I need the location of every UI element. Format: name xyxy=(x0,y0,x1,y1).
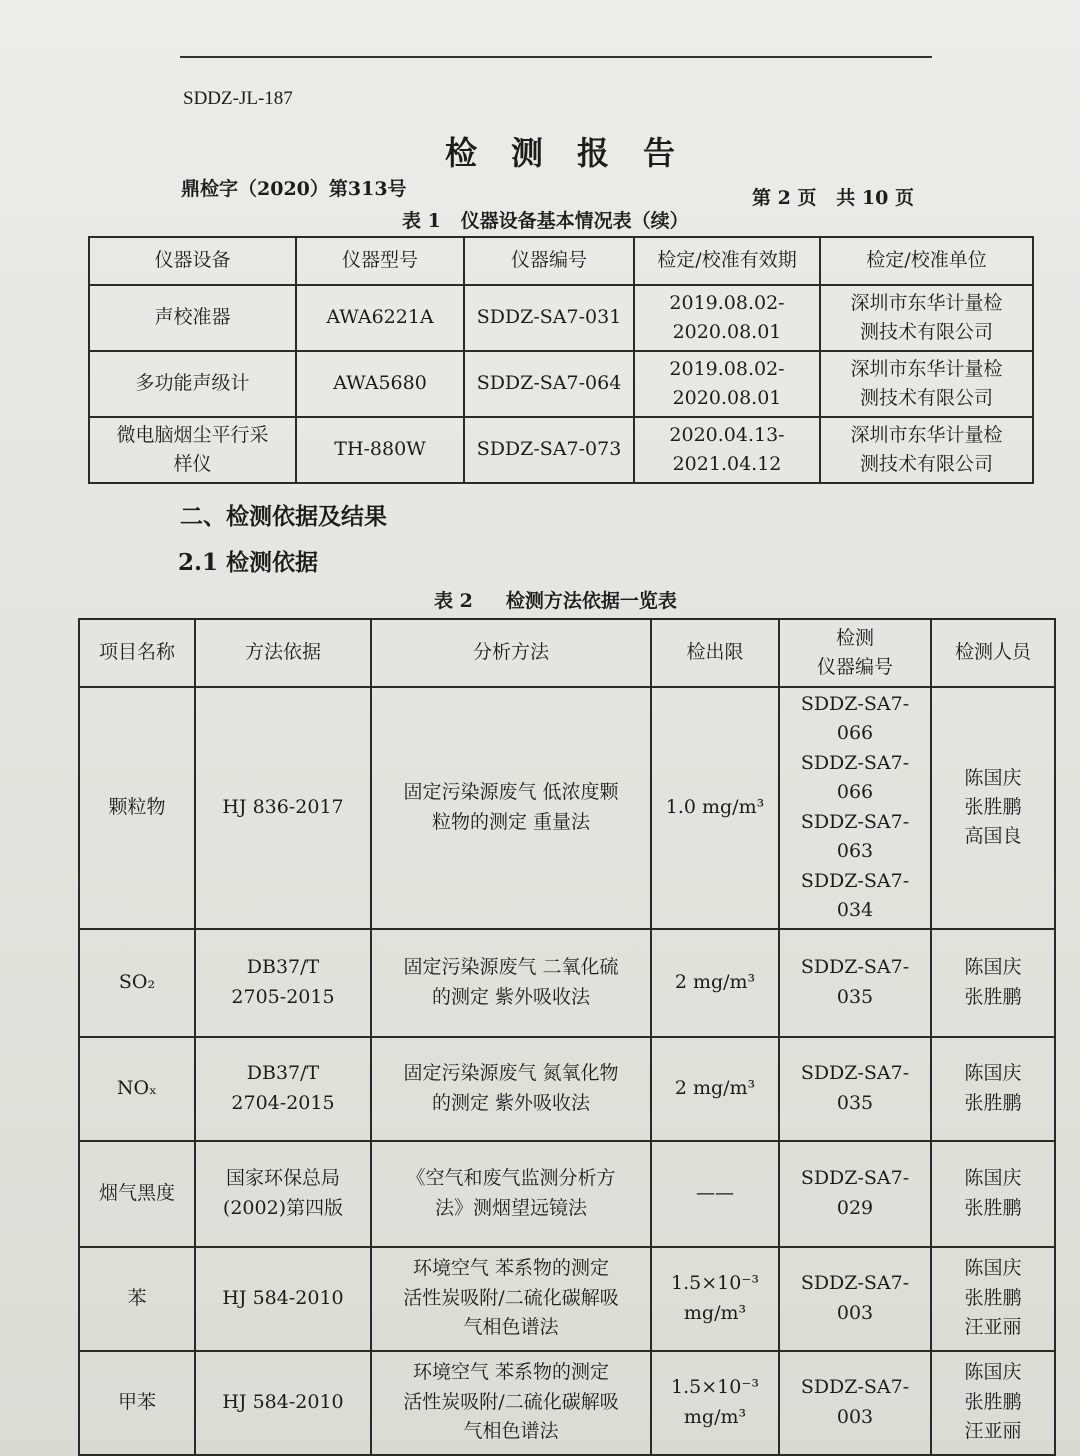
table-header-row xyxy=(79,619,1055,687)
limit-cell: —— xyxy=(651,1141,779,1247)
method-line: 粒物的测定 重量法 xyxy=(431,810,591,833)
basis-line: DB37/T xyxy=(246,956,320,979)
column-header: 分析方法 xyxy=(371,619,651,687)
instrument-id: SDDZ-SA7-034 xyxy=(800,869,910,922)
limit-cell xyxy=(651,1247,779,1351)
basis-line: (2002)第四版 xyxy=(222,1196,344,1219)
limit-cell: 1.0 mg/m³ xyxy=(651,687,779,929)
staff-cell xyxy=(931,929,1055,1037)
validity-cell xyxy=(634,417,820,483)
section-subheading: 2.1 检测依据 xyxy=(178,549,319,576)
column-header: 仪器型号 xyxy=(296,237,464,285)
column-header: 检定/校准单位 xyxy=(820,237,1033,285)
unit-line: 测技术有限公司 xyxy=(859,321,993,343)
instrument-cell: SDDZ-SA7-035 xyxy=(779,929,931,1037)
basis-line: 国家环保总局 xyxy=(225,1167,340,1190)
staff-name: 张胜鹏 xyxy=(964,1196,1022,1219)
table-row xyxy=(79,1037,1055,1141)
method-line: 的测定 紫外吸收法 xyxy=(431,1091,591,1114)
doc-number: 鼎检字（2020）第313号 xyxy=(181,178,407,200)
table-row xyxy=(89,417,1033,483)
table1-caption: 表 1 仪器设备基本情况表（续） xyxy=(402,210,689,232)
number-cell: SDDZ-SA7-073 xyxy=(464,417,634,483)
table-header-row xyxy=(89,237,1033,285)
calibration-unit-cell xyxy=(820,285,1033,351)
instrument-cell xyxy=(779,687,931,929)
header-rule xyxy=(180,56,932,58)
validity-cell xyxy=(634,285,820,351)
method-line: 《空气和废气监测分析方 xyxy=(406,1167,616,1190)
item-cell: 颗粒物 xyxy=(79,687,195,929)
staff-name: 张胜鹏 xyxy=(964,1091,1022,1114)
instrument-id: SDDZ-SA7-066 xyxy=(800,693,910,745)
column-header xyxy=(779,619,931,687)
basis-line: 2704-2015 xyxy=(231,1091,335,1114)
header-line: 检测 xyxy=(835,626,874,649)
model-cell: AWA6221A xyxy=(296,285,464,351)
basis-cell xyxy=(195,929,371,1037)
staff-name: 张胜鹏 xyxy=(964,796,1022,819)
column-header: 方法依据 xyxy=(195,619,371,687)
model-cell: AWA5680 xyxy=(296,351,464,417)
method-cell xyxy=(371,1037,651,1141)
table-row xyxy=(79,1247,1055,1351)
basis-line: 2705-2015 xyxy=(231,985,335,1008)
table-row xyxy=(79,929,1055,1037)
staff-cell xyxy=(931,1037,1055,1141)
item-cell: 烟气黑度 xyxy=(79,1141,195,1247)
table-row xyxy=(79,1141,1055,1247)
method-line: 固定污染源废气 氮氧化物 xyxy=(403,1062,619,1085)
staff-name: 陈国庆 xyxy=(964,1167,1022,1190)
column-header: 检测人员 xyxy=(931,619,1055,687)
device-line: 微电脑烟尘平行采 xyxy=(116,423,269,446)
valid-from: 2020.04.13- xyxy=(669,423,785,446)
limit-line: 1.5×10⁻³ xyxy=(671,1376,759,1399)
instrument-id: SDDZ-SA7-066 xyxy=(800,751,910,804)
section-heading: 二、检测依据及结果 xyxy=(180,503,387,530)
unit-line: 测技术有限公司 xyxy=(859,453,993,475)
method-line: 活性炭吸附/二硫化碳解吸 xyxy=(403,1390,619,1413)
basis-cell: HJ 584-2010 xyxy=(195,1247,371,1351)
staff-name: 汪亚丽 xyxy=(964,1420,1022,1443)
basis-cell xyxy=(195,1141,371,1247)
method-cell xyxy=(371,1247,651,1351)
item-cell: 甲苯 xyxy=(79,1351,195,1455)
method-line: 环境空气 苯系物的测定 xyxy=(412,1257,610,1280)
method-line: 固定污染源废气 低浓度颗 xyxy=(403,781,619,804)
item-cell: NOₓ xyxy=(79,1037,195,1141)
staff-cell xyxy=(931,1351,1055,1455)
basis-cell: HJ 836-2017 xyxy=(195,687,371,929)
equipment-table xyxy=(88,236,1034,484)
method-cell xyxy=(371,1351,651,1455)
valid-from: 2019.08.02- xyxy=(669,291,785,314)
staff-name: 张胜鹏 xyxy=(964,985,1022,1008)
column-header: 项目名称 xyxy=(79,619,195,687)
staff-cell xyxy=(931,687,1055,929)
method-cell xyxy=(371,929,651,1037)
device-cell: 多功能声级计 xyxy=(89,351,296,417)
staff-name: 张胜鹏 xyxy=(964,1390,1022,1413)
basis-cell xyxy=(195,1037,371,1141)
number-cell: SDDZ-SA7-031 xyxy=(464,285,634,351)
device-line: 样仪 xyxy=(173,453,212,475)
doc-id: SDDZ-JL-187 xyxy=(183,88,293,109)
limit-line: mg/m³ xyxy=(683,1405,747,1428)
calibration-unit-cell xyxy=(820,417,1033,483)
instrument-cell: SDDZ-SA7-003 xyxy=(779,1247,931,1351)
method-line: 环境空气 苯系物的测定 xyxy=(412,1361,610,1384)
method-line: 法》测烟望远镜法 xyxy=(434,1196,587,1219)
item-cell: SO₂ xyxy=(79,929,195,1037)
method-line: 活性炭吸附/二硫化碳解吸 xyxy=(403,1286,619,1309)
page-title: 检测报告 xyxy=(445,134,710,172)
staff-name: 张胜鹏 xyxy=(964,1286,1022,1309)
unit-line: 深圳市东华计量检 xyxy=(850,423,1003,446)
valid-to: 2020.08.01 xyxy=(672,321,782,343)
limit-line: 1.5×10⁻³ xyxy=(671,1272,759,1295)
table-row xyxy=(79,1351,1055,1455)
method-line: 气相色谱法 xyxy=(463,1420,559,1443)
valid-from: 2019.08.02- xyxy=(669,357,785,380)
item-cell: 苯 xyxy=(79,1247,195,1351)
column-header: 仪器设备 xyxy=(89,237,296,285)
table-row xyxy=(79,687,1055,929)
staff-name: 陈国庆 xyxy=(964,956,1022,979)
instrument-cell: SDDZ-SA7-003 xyxy=(779,1351,931,1455)
device-cell xyxy=(89,417,296,483)
device-cell: 声校准器 xyxy=(89,285,296,351)
staff-name: 陈国庆 xyxy=(964,1257,1022,1280)
instrument-id: SDDZ-SA7-063 xyxy=(800,810,910,863)
staff-name: 陈国庆 xyxy=(964,1361,1022,1384)
method-table xyxy=(78,618,1056,1456)
method-line: 固定污染源废气 二氧化硫 xyxy=(403,956,619,979)
validity-cell xyxy=(634,351,820,417)
limit-cell: 2 mg/m³ xyxy=(651,929,779,1037)
staff-cell xyxy=(931,1247,1055,1351)
header-line: 仪器编号 xyxy=(816,656,893,678)
instrument-cell: SDDZ-SA7-035 xyxy=(779,1037,931,1141)
page-info: 第 2 页 共 10 页 xyxy=(752,187,914,209)
basis-line: DB37/T xyxy=(246,1062,320,1085)
column-header: 仪器编号 xyxy=(464,237,634,285)
method-line: 气相色谱法 xyxy=(463,1316,559,1339)
limit-cell xyxy=(651,1351,779,1455)
staff-cell xyxy=(931,1141,1055,1247)
staff-name: 陈国庆 xyxy=(964,766,1022,789)
limit-line: mg/m³ xyxy=(683,1301,747,1324)
unit-line: 深圳市东华计量检 xyxy=(850,291,1003,314)
method-line: 的测定 紫外吸收法 xyxy=(431,985,591,1008)
method-cell xyxy=(371,1141,651,1247)
column-header: 检出限 xyxy=(651,619,779,687)
table2-caption: 表 2 检测方法依据一览表 xyxy=(434,590,677,612)
instrument-cell: SDDZ-SA7-029 xyxy=(779,1141,931,1247)
calibration-unit-cell xyxy=(820,351,1033,417)
staff-name: 高国良 xyxy=(964,825,1022,848)
number-cell: SDDZ-SA7-064 xyxy=(464,351,634,417)
limit-cell: 2 mg/m³ xyxy=(651,1037,779,1141)
unit-line: 深圳市东华计量检 xyxy=(850,357,1003,380)
basis-cell: HJ 584-2010 xyxy=(195,1351,371,1455)
valid-to: 2021.04.12 xyxy=(672,453,782,475)
method-cell xyxy=(371,687,651,929)
column-header: 检定/校准有效期 xyxy=(634,237,820,285)
staff-name: 汪亚丽 xyxy=(964,1316,1022,1339)
table-row xyxy=(89,285,1033,351)
unit-line: 测技术有限公司 xyxy=(859,387,993,409)
valid-to: 2020.08.01 xyxy=(672,387,782,409)
staff-name: 陈国庆 xyxy=(964,1062,1022,1085)
table-row xyxy=(89,351,1033,417)
model-cell: TH-880W xyxy=(296,417,464,483)
